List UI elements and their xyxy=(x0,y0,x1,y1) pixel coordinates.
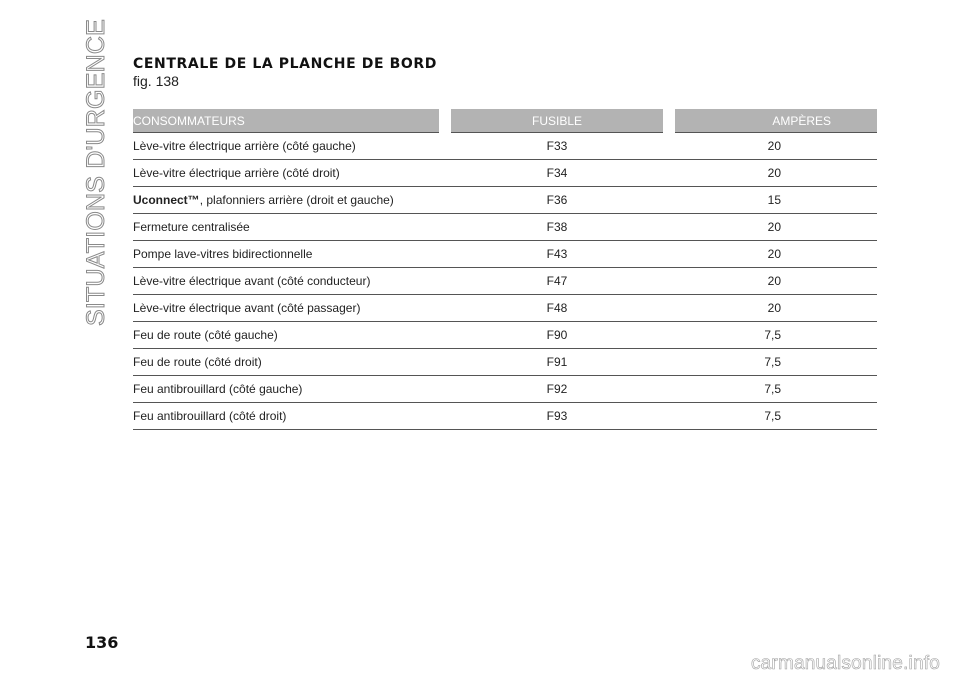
fuse-cell: F33 xyxy=(445,133,669,160)
section-title: CENTRALE DE LA PLANCHE DE BORD xyxy=(133,56,437,72)
consumer-text: Pompe lave-vitres bidirectionnelle xyxy=(133,247,313,261)
fuse-cell: F93 xyxy=(445,403,669,430)
consumer-text: Feu antibrouillard (côté gauche) xyxy=(133,382,303,396)
table-header-row xyxy=(133,109,877,133)
consumer-cell xyxy=(133,349,445,376)
consumer-text: , plafonniers arrière (droit et gauche) xyxy=(199,193,394,207)
consumer-cell xyxy=(133,322,445,349)
figure-reference: fig. 138 xyxy=(133,73,179,89)
fuse-cell: F47 xyxy=(445,268,669,295)
fuse-cell: F91 xyxy=(445,349,669,376)
consumer-cell xyxy=(133,241,445,268)
amps-cell: 7,5 xyxy=(669,403,877,430)
amps-cell: 7,5 xyxy=(669,322,877,349)
table-row xyxy=(133,241,877,268)
table-row xyxy=(133,160,877,187)
fuse-cell: F34 xyxy=(445,160,669,187)
fuse-cell: F92 xyxy=(445,376,669,403)
header-amperes: AMPÈRES xyxy=(669,109,877,133)
consumer-text: Lève-vitre électrique arrière (côté gauche) xyxy=(133,139,356,153)
consumer-cell xyxy=(133,295,445,322)
consumer-bold: Uconnect™ xyxy=(133,193,200,207)
consumer-cell xyxy=(133,403,445,430)
page-number: 136 xyxy=(85,633,119,652)
consumer-cell xyxy=(133,214,445,241)
table-row xyxy=(133,295,877,322)
amps-cell: 20 xyxy=(669,295,877,322)
header-fusible: FUSIBLE xyxy=(445,109,669,133)
table-row xyxy=(133,322,877,349)
watermark: carmanualsonline.info xyxy=(750,653,940,674)
table-row xyxy=(133,187,877,214)
table-row xyxy=(133,268,877,295)
consumer-cell xyxy=(133,133,445,160)
consumer-text: Lève-vitre électrique arrière (côté droit) xyxy=(133,166,340,180)
amps-cell: 7,5 xyxy=(669,349,877,376)
table-row xyxy=(133,214,877,241)
consumer-text: Feu de route (côté gauche) xyxy=(133,328,278,342)
consumer-text: Feu antibrouillard (côté droit) xyxy=(133,409,287,423)
consumer-text: Lève-vitre électrique avant (côté conducteur) xyxy=(133,274,371,288)
fuse-cell: F36 xyxy=(445,187,669,214)
table-row xyxy=(133,349,877,376)
fuse-cell: F48 xyxy=(445,295,669,322)
fuse-cell: F90 xyxy=(445,322,669,349)
table-row xyxy=(133,133,877,160)
consumer-cell xyxy=(133,160,445,187)
amps-cell: 20 xyxy=(669,160,877,187)
fuse-cell: F38 xyxy=(445,214,669,241)
amps-cell: 7,5 xyxy=(669,376,877,403)
amps-cell: 20 xyxy=(669,241,877,268)
amps-cell: 20 xyxy=(669,214,877,241)
amps-cell: 20 xyxy=(669,133,877,160)
consumer-cell xyxy=(133,376,445,403)
consumer-cell xyxy=(133,187,445,214)
amps-cell: 20 xyxy=(669,268,877,295)
consumer-text: Lève-vitre électrique avant (côté passager) xyxy=(133,301,361,315)
fuse-cell: F43 xyxy=(445,241,669,268)
consumer-text: Fermeture centralisée xyxy=(133,220,250,234)
table-row xyxy=(133,403,877,430)
table-row xyxy=(133,376,877,403)
amps-cell: 15 xyxy=(669,187,877,214)
fuse-table xyxy=(133,109,877,430)
consumer-text: Feu de route (côté droit) xyxy=(133,355,262,369)
consumer-cell xyxy=(133,268,445,295)
header-consommateurs: CONSOMMATEURS xyxy=(133,109,445,133)
chapter-side-title xyxy=(79,18,113,326)
chapter-title-text: SITUATIONS D'URGENCE xyxy=(81,18,110,326)
